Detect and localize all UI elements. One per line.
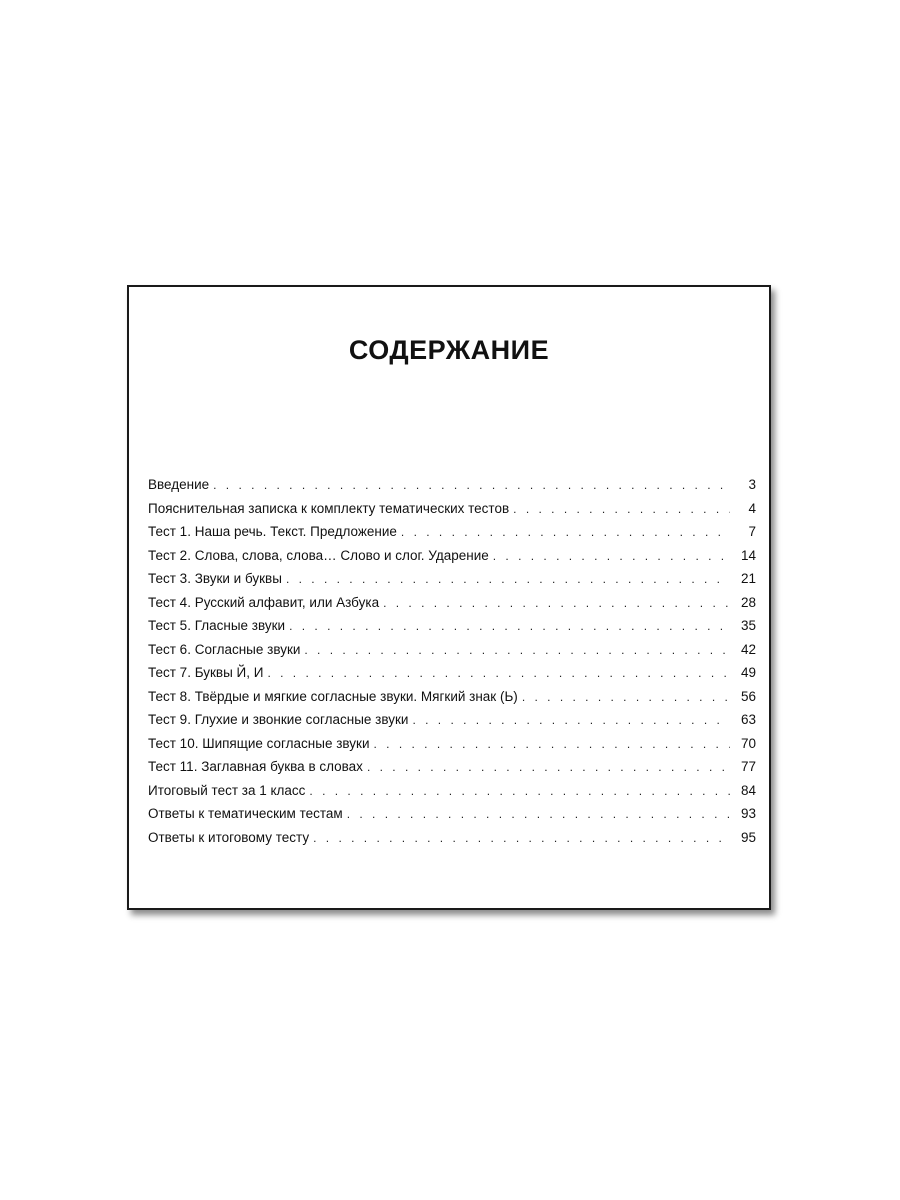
- toc-entry: [148, 614, 756, 638]
- toc-entry-label: Тест 9. Глухие и звонкие согласные звуки: [148, 712, 409, 727]
- toc-entry-label: Тест 11. Заглавная буква в словах: [148, 759, 363, 774]
- toc-entry: [148, 638, 756, 662]
- toc-entry: [148, 826, 756, 850]
- toc-entry: [148, 779, 756, 803]
- toc-entry: [148, 520, 756, 544]
- toc-dot-leader: [513, 498, 730, 522]
- toc-entry: [148, 544, 756, 568]
- toc-entry: [148, 661, 756, 685]
- toc-dot-leader: [401, 521, 730, 545]
- toc-entry-page: 49: [740, 665, 756, 680]
- toc-dot-leader: [374, 733, 731, 757]
- toc-dot-leader: [267, 662, 730, 686]
- toc-entry-label: Тест 4. Русский алфавит, или Азбука: [148, 594, 380, 610]
- page-title: СОДЕРЖАНИЕ: [348, 335, 550, 365]
- toc-entry-page: 28: [740, 594, 756, 610]
- toc-entry-label: Итоговый тест за 1 класс: [148, 782, 306, 798]
- toc-dot-leader: [522, 686, 730, 710]
- toc-entry: [148, 497, 756, 521]
- toc-entry-page: 3: [748, 477, 756, 492]
- toc-entry-label: Тест 3. Звуки и буквы: [148, 571, 282, 586]
- toc-entry-page: 95: [740, 829, 756, 845]
- toc-entry-label: Тест 2. Слова, слова, слова… Слово и слог. Ударение: [148, 547, 489, 563]
- toc-entry-page: 21: [740, 571, 756, 586]
- toc-entry: [148, 755, 756, 779]
- toc-entry-page: 14: [740, 547, 756, 563]
- toc-dot-leader: [347, 803, 730, 827]
- toc-entry-page: 70: [740, 735, 756, 751]
- toc-entry-label: Ответы к тематическим тестам: [148, 806, 343, 821]
- toc-entry-label: Тест 10. Шипящие согласные звуки: [148, 735, 370, 751]
- toc-entry-label: Тест 7. Буквы Й, И: [148, 665, 264, 680]
- toc-entry-label: Тест 6. Согласные звуки: [148, 641, 301, 657]
- toc-entry-page: 42: [740, 641, 756, 657]
- toc-entry-page: 56: [740, 688, 756, 704]
- toc-entry: [148, 685, 756, 709]
- toc-entry-label: Ответы к итоговому тесту: [148, 829, 310, 845]
- toc-entry-label: Тест 1. Наша речь. Текст. Предложение: [148, 524, 397, 539]
- toc-entry-page: 7: [748, 524, 756, 539]
- toc-entry-label: Пояснительная записка к комплекту тематических тестов: [148, 500, 510, 516]
- toc-dot-leader: [213, 474, 730, 498]
- toc-entry: [148, 732, 756, 756]
- toc-dot-leader: [309, 780, 730, 804]
- toc-entry-label: Тест 8. Твёрдые и мягкие согласные звуки. Мягкий знак (Ь): [148, 688, 518, 704]
- toc-entry: [148, 591, 756, 615]
- toc-entry-label: Тест 5. Гласные звуки: [148, 618, 286, 633]
- toc-dot-leader: [286, 568, 730, 592]
- toc-dot-leader: [304, 639, 730, 663]
- toc-dot-leader: [367, 756, 730, 780]
- toc-entry-page: 84: [740, 782, 756, 798]
- toc-dot-leader: [493, 545, 730, 569]
- toc-dot-leader: [289, 615, 730, 639]
- toc-entry: [148, 567, 756, 591]
- toc-dot-leader: [383, 592, 730, 616]
- table-of-contents: [148, 473, 756, 849]
- toc-entry-page: 93: [740, 806, 756, 821]
- toc-entry-label: Введение: [148, 477, 210, 492]
- toc-dot-leader: [412, 709, 730, 733]
- toc-entry-page: 63: [740, 712, 756, 727]
- toc-entry: [148, 802, 756, 826]
- toc-entry-page: 35: [740, 618, 756, 633]
- toc-entry-page: 77: [740, 759, 756, 774]
- toc-dot-leader: [313, 827, 730, 851]
- toc-entry-page: 4: [748, 500, 756, 516]
- toc-entry: [148, 708, 756, 732]
- toc-entry: [148, 473, 756, 497]
- book-page: [127, 285, 771, 910]
